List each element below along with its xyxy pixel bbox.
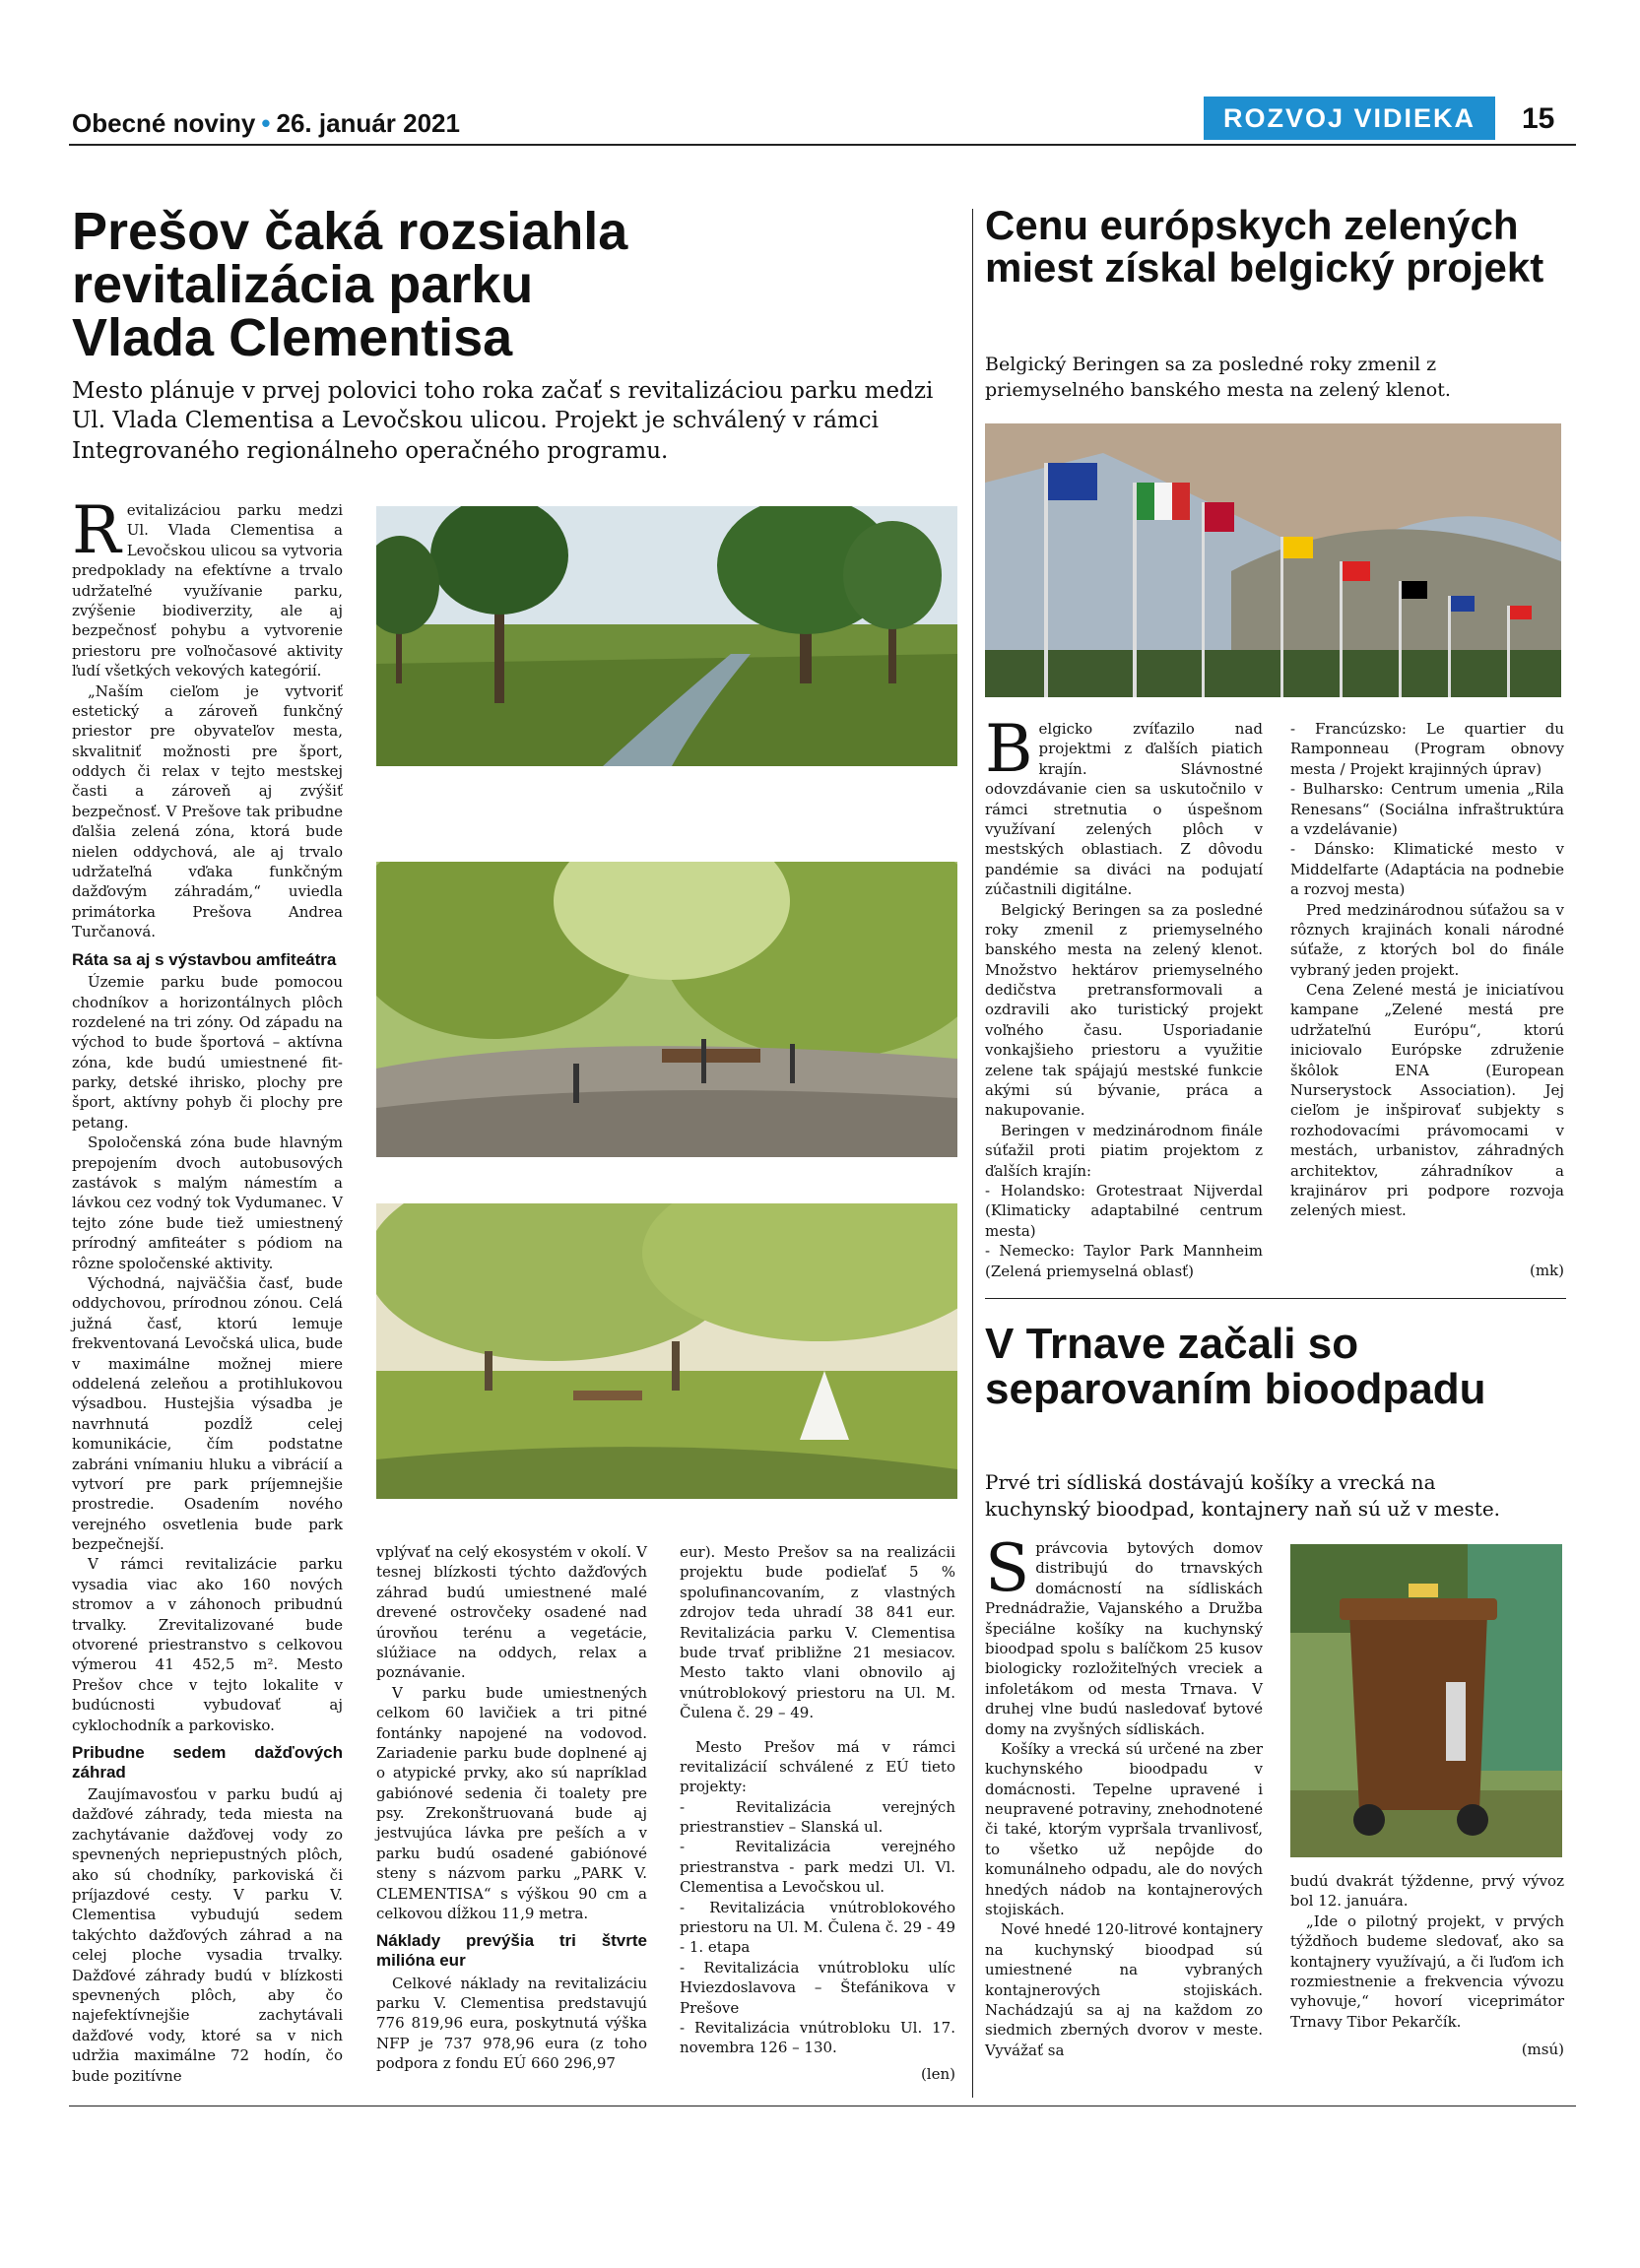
article1-paragraph: Celkové náklady na revitalizáciu parku V. Clementisa predstavujú 776 819,96 eura, poskytnutá výška NFP je 737 978,96 eura (z toho podpora z fondu EÚ 660 296,97 [376, 1974, 647, 2073]
project-list-item: - Revitalizácia vnútroblokového priestoru na Ul. M. Čulena č. 29 - 49 - 1. etapa [680, 1898, 955, 1957]
header-rule [69, 144, 1576, 146]
article1-paragraph: Mesto Prešov má v rámci revitalizácií schválené z EÚ tieto projekty: [680, 1737, 955, 1796]
section-label: ROZVOJ VIDIEKA [1204, 97, 1495, 140]
article1-dropcap: R [72, 492, 121, 568]
project-list-item: - Revitalizácia verejného priestranstva - park medzi Ul. Vl. Clementisa a Levočskou ul. [680, 1838, 955, 1897]
finalist-list-item: - Nemecko: Taylor Park Mannheim (Zelená priemyselná oblasť) [985, 1242, 1263, 1280]
article1-lead: Mesto plánuje v prvej polovici toho roka začať s revitalizáciou parku medzi Ul. Vlada Clementisa a Levočskou ulicou. Projekt je schválený v rámci Integrovaného regionálneho operačného programu. [72, 378, 934, 464]
article1-paragraph: Zaujímavosťou v parku budú aj dažďové záhrady, teda miesta na zachytávanie dažďovej vody zo spevnených nepriepustných plôch, ako sú chodníky, parkoviská či príjazdové cesty. V parku V. Clementisa vybudujú sedem takýchto dažďových záhrad a na celej ploche vysadia trvalky. Dažďové záhrady budú v blízkosti spevnených plôch, aby čo najefektívnejšie zachytávali dažďové vody, ktoré sa v nich udržia maximálne 72 hodín, čo bude pozitívne [72, 1785, 343, 2085]
article2-paragraph: elgicko zvíťazilo nad projektmi z ďalších piatich krajín. Slávnostné odovzdávanie cien sa uskutočnilo v rámci stretnutia o úspešnom využívaní zelených plôch v mestských oblastiach. Z dôvodu pandémie sa diváci na podujatí zúčastnili digitálne. [985, 720, 1263, 899]
issue-date: 26. január 2021 [276, 108, 460, 138]
article3-paragraph: budú dvakrát týždenne, prvý vývoz bol 12. januára. [1290, 1872, 1564, 1911]
article1-paragraph: V rámci revitalizácie parku vysadia viac ako 160 nových stromov a v záhonoch pribudnú trvalky. Zrevitalizované bude otvorené priestranstvo s celkovou výmerou 41 452,5 m². Mesto Prešov chce v tejto lokalite v budúcnosti vybudovať aj cyklochodník a parkovisko. [72, 1555, 343, 1734]
article3-title: V Trnave začali so separovaním bioodpadu [985, 1320, 1486, 1414]
article1-paragraph: evitalizáciou parku medzi Ul. Vlada Clementisa a Levočskou ulicou sa vytvoria predpoklady na efektívne a trvalo udržateľné využívanie parku, zvýšenie biodiverzity, ale aj bezpečnosť pohybu a vytvorenie priestoru pre voľnočasové aktivity ľudí všetkých vekových kategórií. [72, 501, 343, 680]
article2-column-1 [985, 711, 1263, 1281]
article2-paragraph: Pred medzinárodnou súťažou sa v rôznych krajinách konali národné súťaže, z ktorých bol do finále vybraný jeden projekt. [1290, 900, 1564, 979]
project-list-item: - Revitalizácia vnútrobloku Ul. 17. novembra 126 – 130. [680, 2018, 955, 2057]
article2-signature-box [1477, 1261, 1564, 1280]
article2-lead: Belgický Beringen sa za posledné roky zmenil z priemyselného banského mesta na zelený klenot. [985, 354, 1451, 401]
article1-paragraph: „Naším cieľom je vytvoriť estetický a zároveň funkčný priestor pre obyvateľov mesta, skvalitniť možnosti pre šport, oddych či relax v tejto mestskej časti a zároveň aj zvýšiť bezpečnosť. V Prešove tak pribudne ďalšia zelená zóna, ktorá bude nielen oddychová, ale aj trvalo udržateľná vďaka funkčným dažďovým záhradám,“ uviedla primátorka Prešova Andrea Turčanová. [72, 681, 343, 941]
article3-paragraph: Košíky a vrecká sú určené na zber kuchynského bioodpadu v domácnosti. Tepelne upravené i neupravené potraviny, znehodnotené či také, ktorým vypršala trvanlivosť, to všetko už nepôjde do komunálneho odpadu, ale do nových hnedých nádob na kontajnerových stojiskách. [985, 1739, 1263, 1919]
page-number: 15 [1522, 102, 1555, 135]
article1-subheading: Náklady prevýšia tri štvrte milióna eur [376, 1931, 647, 1970]
article2-dropcap: B [985, 711, 1033, 787]
article3-signature: (msú) [1521, 2041, 1564, 2059]
article1-column-1 [72, 492, 343, 2086]
article2-bottom-rule [985, 1298, 1566, 1299]
article3-paragraph: „Ide o pilotný projekt, v prvých týždňoch budeme sledovať, ako sa kontajnery využívajú, a či ľuďom ich rozmiestnenie a frekvencia vývozu vyhovuje,“ hovorí viceprimátor Trnavy Tibor Pekarčík. [1290, 1912, 1564, 2031]
separator-dot: • [261, 108, 271, 138]
project-list-item: - Revitalizácia vnútrobloku ulíc Hviezdoslavova – Štefánikova v Prešove [680, 1958, 955, 2017]
article3-dropcap: S [985, 1530, 1030, 1606]
article1-subheading: Pribudne sedem dažďových záhrad [72, 1742, 343, 1782]
park-lawn-visualization [376, 1203, 957, 1499]
finalist-list-item: - Dánsko: Klimatické mesto v Middelfarte (Adaptácia na podnebie a rozvoj mesta) [1290, 840, 1564, 899]
article1-paragraph: V parku bude umiestnených celkom 60 lavičiek a tri pitné fontánky napojené na vodovod. Zariadenie parku bude doplnené aj o atypické prvky, ako sú napríklad gabiónové sedenia či toalety pre psy. Zrekonštruovaná bude aj jestvujúca lávka pre peších a v parku budú osadené gabiónové steny s názvom parku „PARK V. CLEMENTISA“ s výškou 90 cm a celkovou dĺžkou 11,9 metra. [376, 1683, 647, 1923]
article2-signature: (mk) [1529, 1262, 1564, 1279]
article1-paragraph: Spoločenská zóna bude hlavným prepojením dvoch autobusových zastávok s malým námestím a lávkou cez vodný tok Vydumanec. V tejto zóne bude tiež umiestnený prírodný amfiteáter s pódiom na rôzne spoločenské aktivity. [72, 1134, 343, 1272]
article1-title: Prešov čaká rozsiahla revitalizácia parku Vlada Clementisa [72, 202, 628, 367]
finalist-list-item: - Francúzsko: Le quartier du Ramponneau (Program obnovy mesta / Projekt krajinných úprav) [1290, 720, 1564, 778]
article1-column-2 [376, 1542, 647, 2073]
article1-signature: (len) [920, 2064, 955, 2083]
newspaper-name: Obecné noviny [72, 108, 256, 138]
article1-paragraph: Územie parku bude pomocou chodníkov a horizontálnych plôch rozdelené na tri zóny. Od západu na východ to bude športová – aktívna zóna, kde budú umiestnené fit-parky, detské ihrisko, plochy pre šport, aktívny pohyb či plochy pre petang. [72, 973, 343, 1132]
article2-paragraph: Belgický Beringen sa za posledné roky zmenil z priemyselného banského mesta na zelený klenot. Množstvo hektárov priemyselného dedičstva pretransformovali a ozdravili ako turistický projekt voľného času. Usporiadanie vonkajšieho priestoru a využitie zelene tak spájajú mestské funkcie akými sú bývanie, práca a nakupovanie. [985, 900, 1263, 1120]
article1-paragraph: vplývať na celý ekosystém v okolí. V tesnej blízkosti týchto dažďových záhrad budú umiestnené malé drevené ostrovčeky osadené nad úrovňou terénu a vegetácie, slúžiace na oddych, relax a poznávanie. [376, 1543, 647, 1682]
column-divider [972, 209, 973, 2098]
article2-paragraph: Beringen v medzinárodnom finále súťažil proti piatim projektom z ďalších krajín: [985, 1121, 1263, 1180]
article1-paragraph: eur). Mesto Prešov sa na realizácii projektu bude podieľať 5 % spolufinancovaním, z vlastných zdrojov teda uhradí 38 841 eur. Revitalizácia parku V. Clementisa bude trvať približne 21 mesiacov. Mesto takto vlani obnovilo aj vnútroblokový priestoru na Ul. M. Čulena č. 29 – 49. [680, 1543, 955, 1722]
article3-lead: Prvé tri sídliská dostávajú košíky a vrecká na kuchynský bioodpad, kontajnery naň sú už v meste. [985, 1470, 1501, 1521]
park-stream-photo [376, 506, 957, 766]
finalist-list-item: - Holandsko: Grotestraat Nijverdal (Klimaticky adaptabilné centrum mesta) [985, 1181, 1263, 1240]
article3-paragraph: Nové hnedé 120-litrové kontajnery na kuchynský bioodpad sú umiestnené na vybraných kontajnerových stojiskách. Nachádzajú sa aj na každom zo siedmich zberných dvorov v meste. Vyvážať sa [985, 1920, 1263, 2059]
article2-title: Cenu európskych zelených miest získal belgický projekt [985, 202, 1544, 291]
article3-paragraph: právcovia bytových domov distribujú do trnavských domácností na sídliskách Prednádražie, Vajanského a Družba špeciálne košíky na kuchynský bioodpad spolu s balíčkom 25 kusov biologicky rozložiteľných vreciek a infoletákom od mesta Trnava. V druhej vlne budú nasledovať bytové domy na zvyšných sídliskách. [985, 1539, 1263, 1738]
bio-waste-bin-photo [1290, 1544, 1562, 1857]
article2-paragraph: Cena Zelené mestá je iniciatívou kampane „Zelené mestá pre udržateľnú Európu“, ktorú iniciovalo Európske združenie škôlok ENA (European Nurserystock Association). Jej cieľom je inšpirovať subjekty s rozhodovacími právomocami v mestách, urbanistov, záhradných architektov, záhradníkov a krajinárov pri podpore rozvoja zelených miest. [1290, 981, 1564, 1220]
article1-column-3 [680, 1542, 955, 2084]
article3-column-1 [985, 1530, 1263, 2060]
article1-paragraph: Východná, najväčšia časť, bude oddychovou, prírodnou zónou. Celá južná časť, ktorú lemuje frekventovaná Levočská ulica, bude v maximálne možnej miere oddelená zeleňou a protihlukovou výsadbou. Hustejšia výsadba je navrhnutá pozdĺž celej komunikácie, čím podstatne zabráni vnímaniu hluku a vibrácií a vytvorí pre park príjemnejšie prostredie. Osadením nového verejného osvetlenia bude park bezpečnejší. [72, 1274, 343, 1554]
project-list-item: - Revitalizácia verejných priestranstiev – Slanská ul. [680, 1797, 955, 1837]
article3-column-2 [1290, 1871, 1564, 2060]
park-plaza-visualization [376, 862, 957, 1157]
european-flags-photo [985, 423, 1561, 697]
article2-column-2 [1290, 719, 1564, 1221]
article1-subheading: Ráta sa aj s výstavbou amfiteátra [72, 949, 337, 969]
masthead [72, 108, 460, 139]
finalist-list-item: - Bulharsko: Centrum umenia „Rila Renesans“ (Sociálna infraštruktúra a vzdelávanie) [1290, 780, 1564, 838]
